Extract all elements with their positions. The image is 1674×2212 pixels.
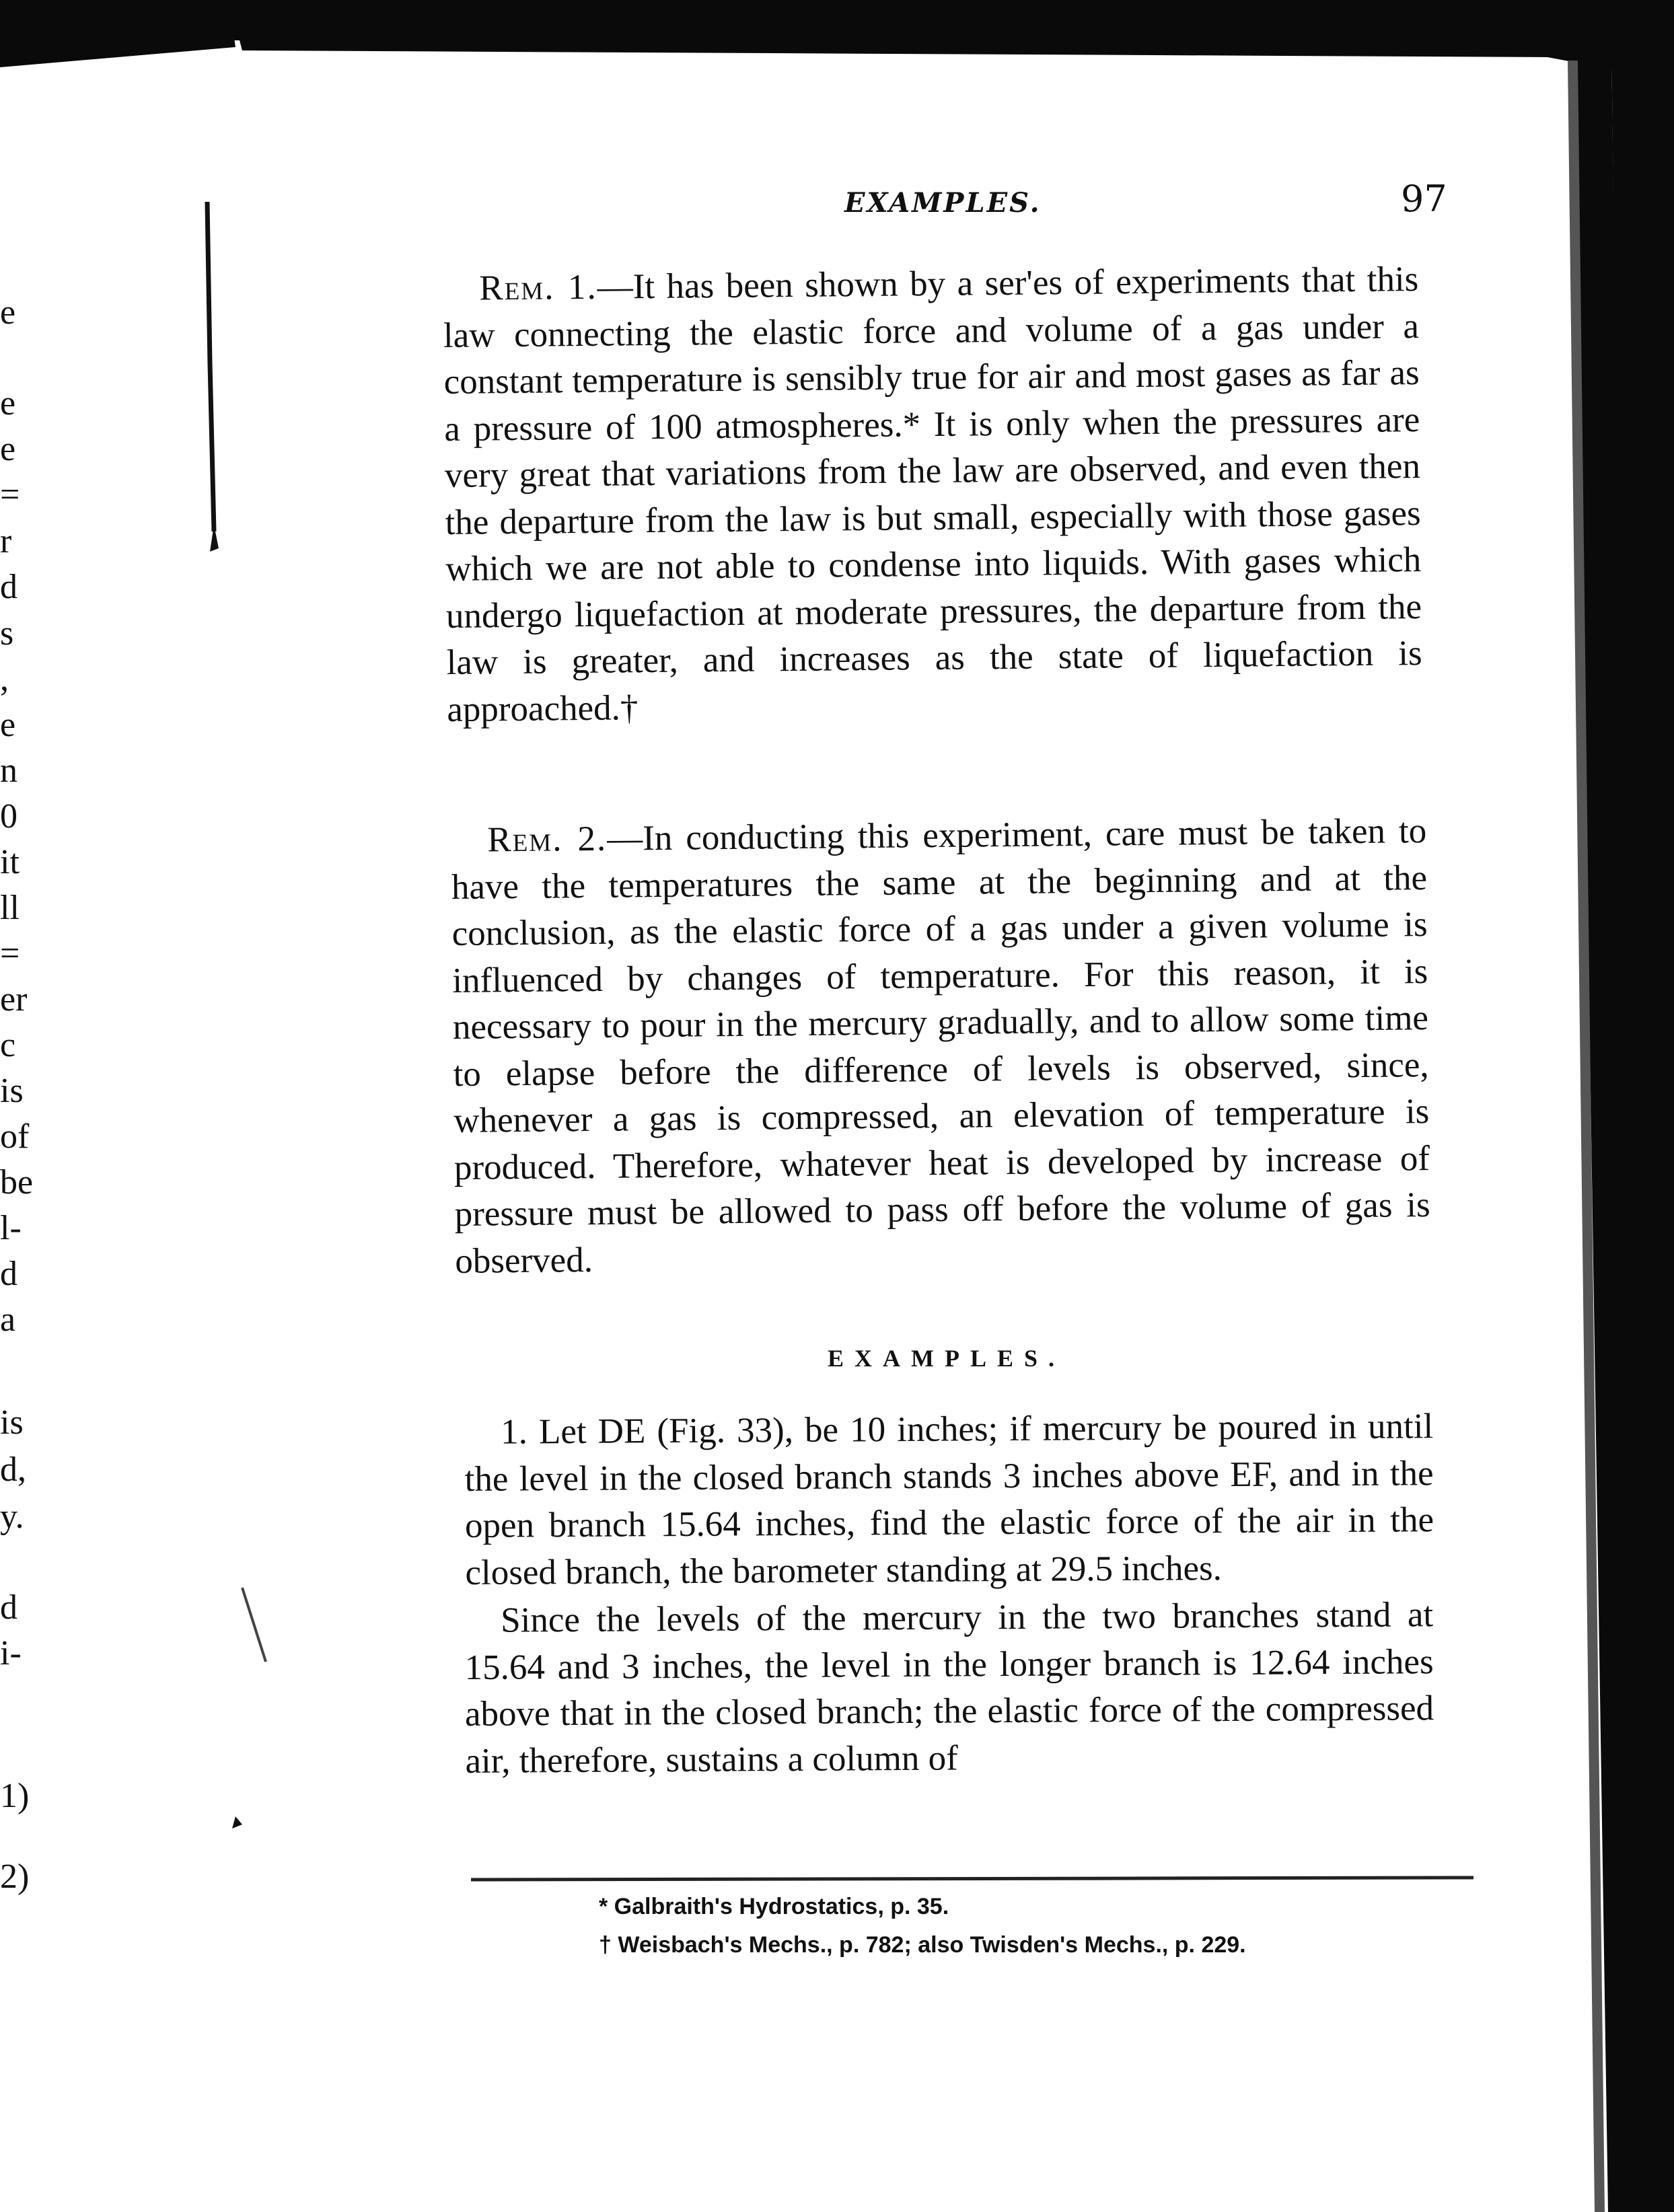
footnote: † Weisbach's Mechs., p. 782; also Twisden's Mechs., p. 229. [599,1932,1246,1958]
left-page-fragment: e [0,706,16,744]
example-solution [464,1592,1434,1785]
left-page-fragment: i- [0,1634,22,1672]
remark-text: —It has been shown by a ser'es of experiments that this law connecting the elastic force and volume of a gas under a constant temperature is sensibly true for air and most gases as far as a pressure of 100 atmospheres.* It is only when the pressures are very great that variations from the law are observed, and even then the departure from the law is but small, especially with those gases which we are not able to condense into liquids. With gases which undergo liquefaction at moderate pressures, the departure from the law is greater, and increases as the state of liquefaction is approached.† [443,260,1422,729]
book-page [222,54,1588,2173]
left-page-fragment: d [0,568,17,606]
left-page-fragment: er [0,980,28,1019]
example-problem [464,1403,1434,1596]
left-page-fragment: = [0,934,20,973]
footnote: * Galbraith's Hydrostatics, p. 35. [599,1894,949,1919]
left-page-fragment: n [0,751,17,790]
left-page-fragment: d, [0,1450,26,1489]
remark-label: Rem. 1. [479,267,597,308]
left-page-fragment: l- [0,1209,22,1247]
left-page-fragment: 0 [0,797,17,836]
left-page-fragment: 2) [0,1857,30,1896]
left-page-fragment: it [0,843,20,881]
left-page-fragment: s [0,614,14,653]
example-problem-text: 1. Let DE (Fig. 33), be 10 inches; if mercury be poured in until the level in the closed branch stands 3 inches above EF, and in the open branch 15.64 inches, find the elastic force of the air in the closed branch, the barometer standing at 29.5 inches. [464,1407,1434,1592]
left-page-fragment: 1) [0,1777,30,1815]
remark-2 [451,808,1431,1285]
left-page-fragment: y. [0,1498,24,1536]
left-page-fragment: be [0,1163,34,1202]
left-page-fragment: ll [0,889,20,927]
left-page-fragment: e [0,293,16,332]
left-page-fragment: = [0,476,20,514]
left-page-fragment: e [0,384,16,422]
left-page-fragment: is [0,1072,24,1110]
left-page-fragment: d [0,1588,17,1627]
remark-text: —In conducting this experiment, care must be taken to have the temperatures the same at the beginning and at the conclusion, as the elastic force of a gas under a given volume is influenced by changes of temperature. For this reason, it is necessary to pour in the mercury gradually, and to allow some time to elapse before the difference of levels is observed, since, whenever a gas is compressed, an elevation of temperature is produced. Therefore, whatever heat is developed by increase of pressure must be allowed to pass off before the volume of gas is observed. [451,811,1430,1281]
left-page-fragment: is [0,1403,24,1442]
footnote-divider [471,1876,1473,1881]
remark-label: Rem. 2. [487,819,608,860]
left-page-fragment: c [0,1026,16,1064]
section-heading: EXAMPLES. [828,1345,1066,1372]
running-title: EXAMPLES. [844,187,1042,219]
remark-1 [443,256,1423,733]
left-page-fragment: , [0,660,9,698]
page-number: 97 [1401,178,1447,220]
left-page-fragment: e [0,430,16,468]
left-page-fragment: a [0,1300,16,1339]
left-page-edge [0,0,40,2212]
example-solution-text: Since the levels of the mercury in the two branches stand at 15.64 and 3 inches, the level in the longer branch is 12.64 inches above that in the closed branch; the elastic force of the compressed air, therefore, sustains a column of [464,1595,1434,1781]
left-page-fragment: of [0,1117,30,1156]
left-page-fragment: d [0,1255,17,1293]
left-page-fragment: r [0,522,12,560]
